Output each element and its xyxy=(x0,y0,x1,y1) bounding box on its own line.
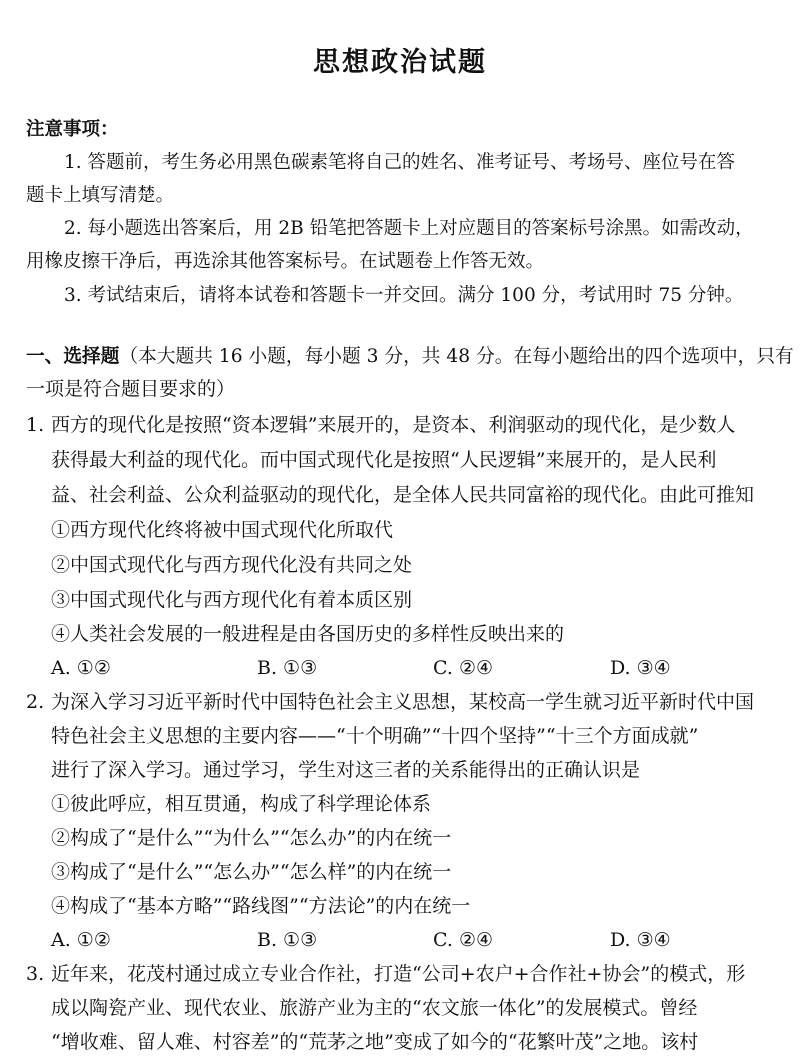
question-number: 3. xyxy=(26,963,45,985)
statement-item: ④构成了“基本方略”“路线图”“方法论”的内在统一 xyxy=(51,895,471,917)
question-stem-line: 益、社会利益、公众利益驱动的现代化，是全体人民共同富裕的现代化。由此可推知 xyxy=(51,484,755,506)
statement-item: ③中国式现代化与西方现代化有着本质区别 xyxy=(51,589,413,611)
statement-item: ①西方现代化终将被中国式现代化所取代 xyxy=(51,519,394,541)
notice-item-2-line-2: 用橡皮擦干净后，再选涂其他答案标号。在试题卷上作答无效。 xyxy=(26,251,545,272)
option-b: B. ①③ xyxy=(257,929,318,951)
notice-item-1-line-1: 1. 答题前，考生务必用黑色碳素笔将自己的姓名、准考证号、考场号、座位号在答 xyxy=(64,152,736,173)
statement-item: ②构成了“是什么”“为什么”“怎么办”的内在统一 xyxy=(51,827,452,849)
notice-item-1-line-2: 题卡上填写清楚。 xyxy=(26,185,175,206)
question-stem-line: 特色社会主义思想的主要内容——“十个明确”“十四个坚持”“十三个方面成就” xyxy=(51,725,699,747)
question-stem-line: 为深入学习习近平新时代中国特色社会主义思想，某校高一学生就习近平新时代中国 xyxy=(51,691,755,713)
statement-item: ④人类社会发展的一般进程是由各国历史的多样性反映出来的 xyxy=(51,623,565,645)
option-b: B. ①③ xyxy=(257,657,318,679)
question-number: 1. xyxy=(26,414,45,436)
option-c: C. ②④ xyxy=(433,929,494,951)
notice-item-2-line-1: 2. 每小题选出答案后，用 2B 铅笔把答题卡上对应题目的答案标号涂黑。如需改动， xyxy=(64,218,754,239)
question-stem-line: 进行了深入学习。通过学习，学生对这三者的关系能得出的正确认识是 xyxy=(51,759,641,781)
notice-item-3-line-1: 3. 考试结束后，请将本试卷和答题卡一并交回。满分 100 分，考试用时 75 分钟。 xyxy=(64,285,744,306)
section-header-line-1 xyxy=(26,343,794,369)
section-label: 一、选择题 xyxy=(26,345,120,367)
section-desc-1: （本大题共 16 小题，每小题 3 分，共 48 分。在每小题给出的四个选项中，只有 xyxy=(119,345,794,367)
section-desc-2: 一项是符合题目要求的） xyxy=(26,378,236,400)
question-stem-line: 近年来，花茂村通过成立专业合作社，打造“公司+农户+合作社+协会”的模式，形 xyxy=(51,963,746,985)
statement-item: ②中国式现代化与西方现代化没有共同之处 xyxy=(51,554,413,576)
option-c: C. ②④ xyxy=(433,657,494,679)
statement-item: ③构成了“是什么”“怎么办”“怎么样”的内在统一 xyxy=(51,861,452,883)
option-a: A. ①② xyxy=(51,657,111,679)
question-stem-line: 成以陶瓷产业、现代农业、旅游产业为主的“农文旅一体化”的发展模式。曾经 xyxy=(51,997,698,1019)
notice-heading: 注意事项： xyxy=(26,119,119,140)
question-stem-line: 获得最大利益的现代化。而中国式现代化是按照“人民逻辑”来展开的，是人民利 xyxy=(51,449,717,471)
question-stem-line: “增收难、留人难、村容差”的“荒茅之地”变成了如今的“花繁叶茂”之地。该村 xyxy=(51,1031,699,1053)
option-a: A. ①② xyxy=(51,929,111,951)
statement-item: ①彼此呼应，相互贯通，构成了科学理论体系 xyxy=(51,793,432,815)
option-d: D. ③④ xyxy=(610,657,671,679)
page-title: 思想政治试题 xyxy=(313,47,487,78)
option-d: D. ③④ xyxy=(610,929,671,951)
question-number: 2. xyxy=(26,691,45,713)
question-stem-line: 西方的现代化是按照“资本逻辑”来展开的，是资本、利润驱动的现代化，是少数人 xyxy=(51,414,736,436)
